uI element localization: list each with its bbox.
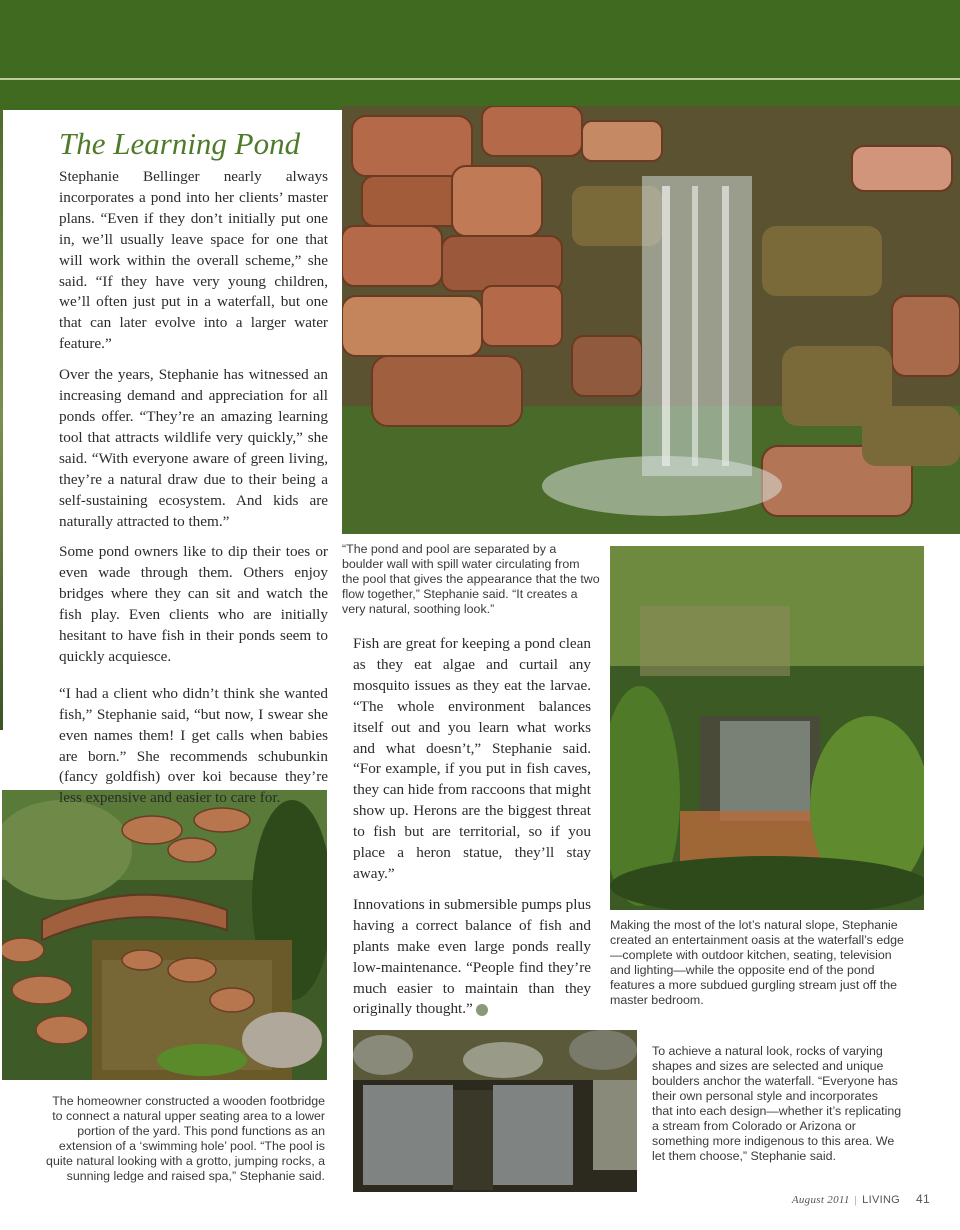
article-body-left-column bbox=[59, 167, 328, 819]
article-body-middle-column bbox=[353, 634, 591, 1030]
body-paragraph bbox=[353, 895, 591, 1020]
footer-issue-date: August 2011 bbox=[791, 1194, 850, 1206]
oasis-waterfall-photo bbox=[610, 546, 924, 910]
body-paragraph: Some pond owners like to dip their toes or even wade through them. Others enjoy bridges where they can sit and watch the fish play. Even clients who are initially hesitant to have fish in their ponds seem to quickly acquiesce. bbox=[59, 543, 328, 665]
footbridge-pond-photo bbox=[2, 790, 327, 1080]
body-paragraph: Over the years, Stephanie has witnessed an increasing demand and appreciation for all ponds offer. “They’re an amazing learning tool that attracts wildlife very quickly,” she said. “With everyone aware of green living, they’re a natural draw due to their being a self-sustaining ecosystem. And kids are naturally attracted to them.” bbox=[59, 366, 328, 530]
body-paragraph: Stephanie Bellinger nearly always incorporates a pond into her clients’ master plans. “Even if they don’t initially put one in, we’ll usually leave space for one that will work within the overall scheme,” she said. “If they have very young children, we’ll often just put in a waterfall, but one that can later evolve into a larger water feature.” bbox=[59, 168, 328, 353]
body-paragraph: Fish are great for keeping a pond clean as they eat algae and curtail any mosquito issues as they eat the larvae. “The whole environment balances itself out and you learn what works and what doesn’t,” Stephanie said. “For example, if you put in fish caves, they can hide from raccoons that might show up. Herons are the biggest threat to fish but are territorial, so if you place a heron statue, they’ll stay away.” bbox=[353, 635, 591, 882]
page-footer bbox=[792, 1192, 930, 1206]
header-band bbox=[0, 0, 960, 110]
header-rule bbox=[0, 78, 960, 80]
waterfall-photo bbox=[342, 106, 960, 534]
spillway-rocks-photo bbox=[353, 1030, 637, 1192]
caption-waterfall: “The pond and pool are separated by a boulder wall with spill water circulating from the pool that gives the appearance that the two flow together,” Stephanie said. “It creates a very natural, soothing look.” bbox=[342, 542, 600, 616]
footer-magazine-name: LIVING bbox=[862, 1194, 901, 1206]
caption-oasis: Making the most of the lot’s natural slope, Stephanie created an entertainment oasis at the waterfall’s edge—complete with outdoor kitchen, seating, television and lighting—while the opposite end of the pond features a more subdued gurgling stream just off the master bedroom. bbox=[610, 918, 904, 1007]
body-paragraph: “I had a client who didn’t think she wanted fish,” Stephanie said, “but now, I swear she even names them! I get calls when babies are born.” She recommends schubunkin (fancy goldfish) over koi because they’re less expensive and easier to care for. bbox=[59, 684, 328, 807]
footer-separator: | bbox=[854, 1194, 858, 1206]
caption-natural-look: To achieve a natural look, rocks of varying shapes and sizes are selected and unique boulders anchor the waterfall. “Everyone has their own personal style and incorporates that into each design—whether it’s replicating a stream from Colorado or Arizona or something more indigenous to this area. We let them choose,” Stephanie said. bbox=[652, 1044, 902, 1163]
caption-footbridge: The homeowner constructed a wooden footbridge to connect a natural upper seating area to a lower portion of the yard. This pond functions as an extension of a ‘swimming hole’ pool. “The pool is quite natural looking with a grotto, jumping rocks, a sunning ledge and raised spa,” Stephanie said. bbox=[46, 1094, 325, 1183]
article-title: The Learning Pond bbox=[59, 126, 301, 161]
end-mark-icon bbox=[476, 1004, 488, 1016]
body-paragraph-text: Innovations in submersible pumps plus having a correct balance of fish and plants make even large ponds really low-maintenance. “People find they’re much easier to maintain than they originally thought.” bbox=[353, 895, 591, 1018]
left-edge-photo-strip bbox=[0, 110, 3, 730]
page-number: 41 bbox=[916, 1192, 930, 1206]
